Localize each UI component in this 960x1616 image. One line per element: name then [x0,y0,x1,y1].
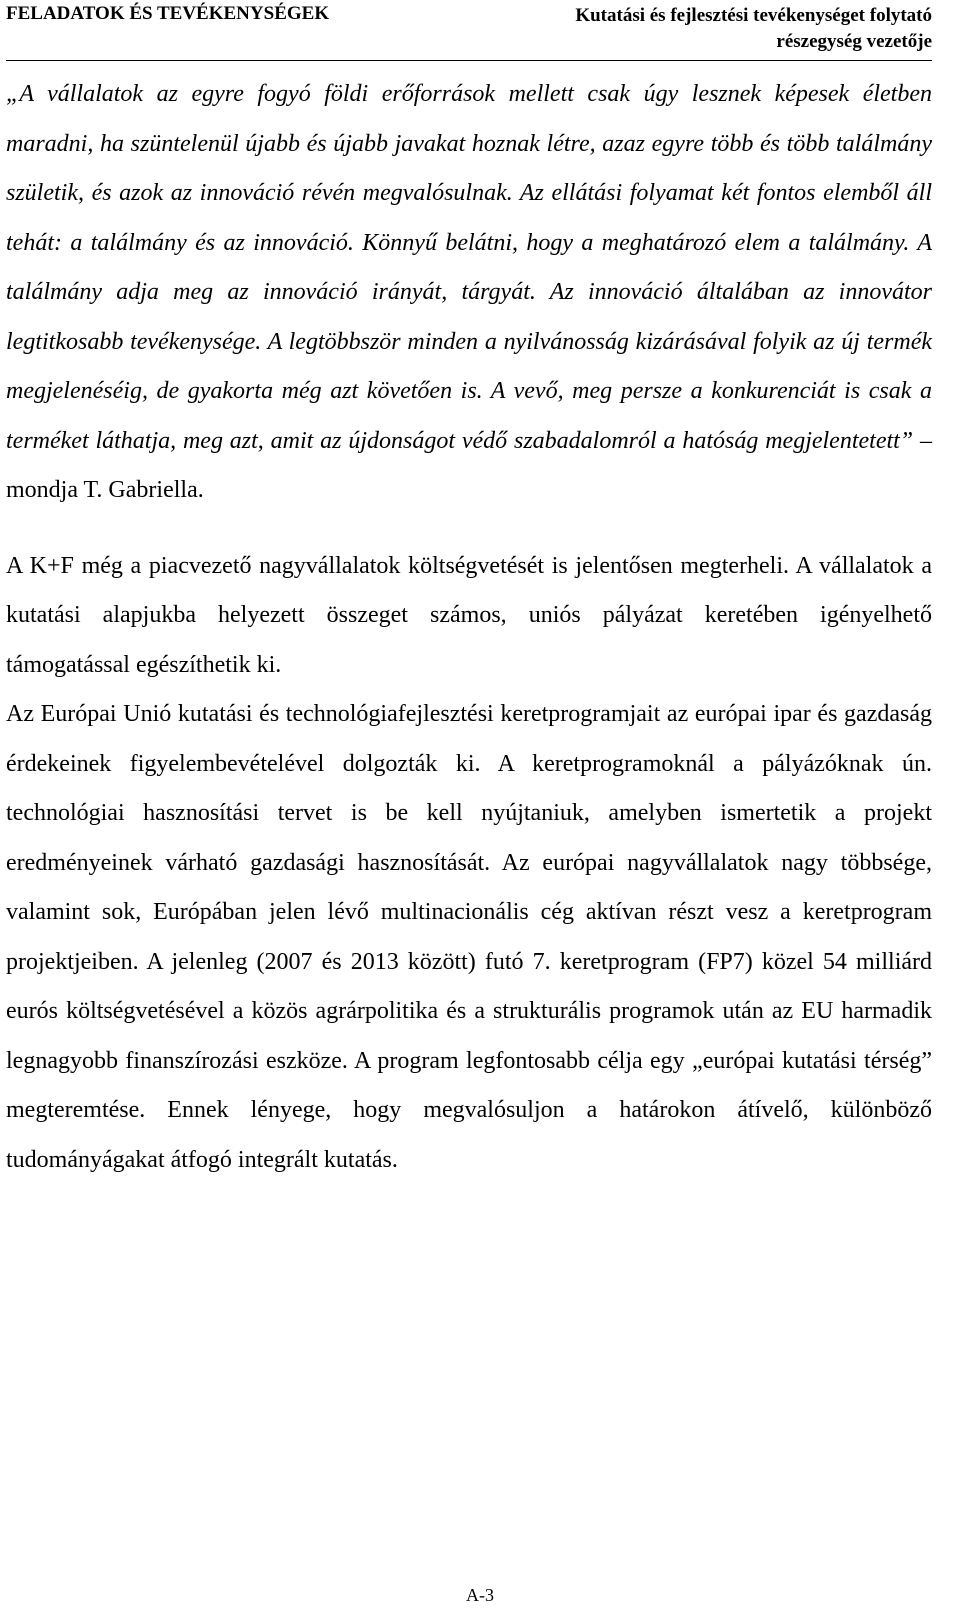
header-chapter-title [575,3,932,55]
page-body [6,70,932,1185]
paragraph-rd-costs: A K+F még a piacvezető nagyvállalatok költségvetését is jelentősen megterheli. A vállalatok a kutatási alapjukba helyezett összeget számos, uniós pályázat keretében igényelhető támogatással egészíthetik ki. [6,552,932,678]
page-number: A-3 [466,1585,494,1605]
paragraph-spacer [6,516,932,542]
quote-text: „A vállalatok az egyre fogyó földi erőforrások mellett csak úgy lesznek képesek életben maradni, ha szüntelenül újabb és újabb javakat hoznak létre, azaz egyre több és több találmány születik, és azok az innováció révén megvalósulnak. Az ellátási folyamat két fontos elemből áll tehát: a találmány és az innováció. Könnyű belátni, hogy a meghatározó elem a találmány. A találmány adja meg az innováció irányát, tárgyát. Az innováció általában az innovátor legtitkosabb tevékenysége. A legtöbbször minden a nyilvánosság kizárásával folyik az új termék megjelenéséig, de gyakorta még azt követően is. A vevő, meg persze a konkurenciát is csak a terméket láthatja, meg azt, amit az újdonságot védő szabadalomról a hatóság megjelentetett” [6,81,932,454]
paragraph-eu-framework: Az Európai Unió kutatási és technológiafejlesztési keretprogramjait az európai ipar és gazdaság érdekeinek figyelembevételével dolgozták ki. A keretprogramoknál a pályázóknak ún. technológiai hasznosítási tervet is be kell nyújtaniuk, amelyben ismertetik a projekt eredményeinek várható gazdasági hasznosítását. Az európai nagyvállalatok nagy többsége, valamint sok, Európában jelen lévő multinacionális cég aktívan részt vesz a keretprogram projektjeiben. A jelenleg (2007 és 2013 között) futó 7. keretprogram (FP7) közel 54 milliárd eurós költségvetésével a közös agrárpolitika és a strukturális programok után az EU harmadik legnagyobb finanszírozási eszköze. A program legfontosabb célja egy „európai kutatási térség” megteremtése. Ennek lényege, hogy megvalósuljon a határokon átívelő, különböző tudományágakat átfogó integrált kutatás. [6,701,932,1173]
quote-attribution: – mondja T. Gabriella. [6,427,932,503]
quote-paragraph [6,70,932,516]
page-header [6,0,932,61]
header-chapter-line1: Kutatási és fejlesztési tevékenységet folytató [575,5,932,26]
header-section-title: FELADATOK ÉS TEVÉKENYSÉGEK [6,3,330,24]
header-chapter-line2: részegység vezetője [776,31,932,52]
